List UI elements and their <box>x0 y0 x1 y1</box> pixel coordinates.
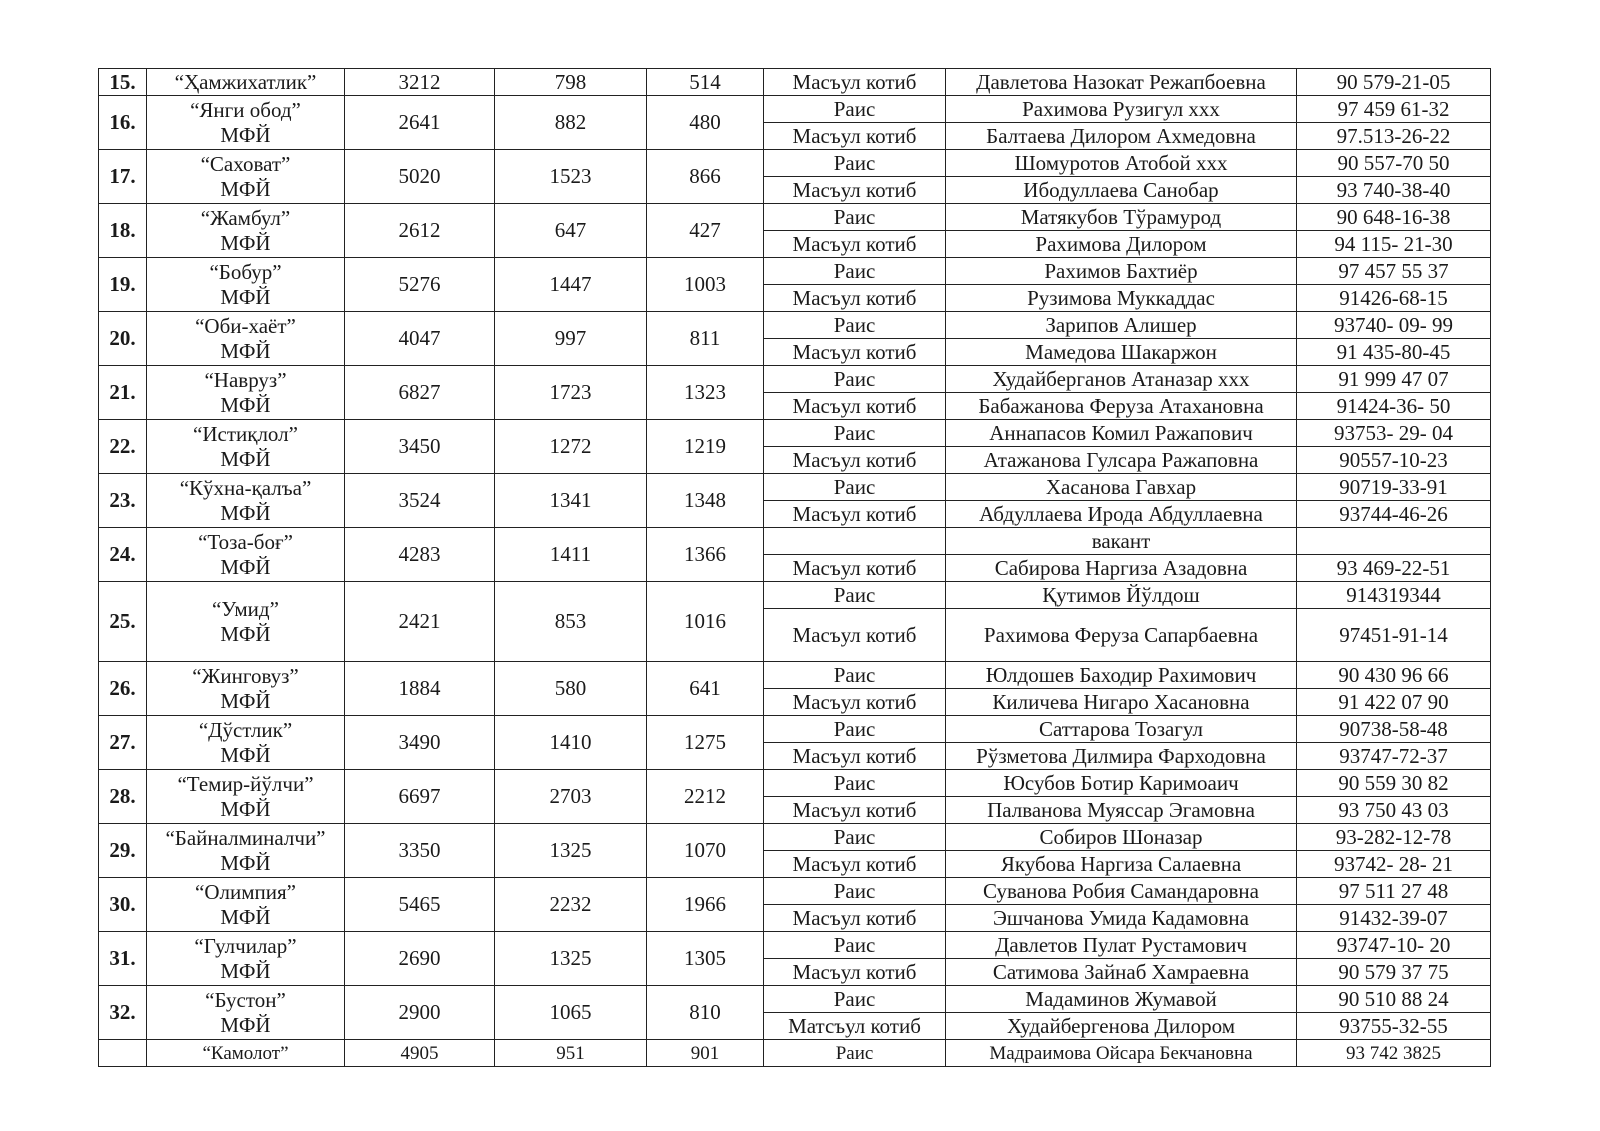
table-row <box>99 312 1491 339</box>
staff-name: Худайберганов Атаназар ххх <box>946 366 1297 393</box>
staff-name: Мамедова Шакаржон <box>946 339 1297 366</box>
mahalla-name <box>147 932 345 986</box>
staff-phone: 97 457 55 37 <box>1297 258 1491 285</box>
families-count: 1348 <box>647 474 764 528</box>
table-row <box>99 932 1491 959</box>
staff-role <box>764 528 946 555</box>
staff-role: Раис <box>764 96 946 123</box>
staff-name: Хасанова Гавхар <box>946 474 1297 501</box>
staff-name: Рахимова Рузигул ххх <box>946 96 1297 123</box>
families-count: 811 <box>647 312 764 366</box>
households-count: 647 <box>495 204 647 258</box>
population-count: 4283 <box>345 528 495 582</box>
staff-name: Атажанова Гулсара Ражаповна <box>946 447 1297 474</box>
staff-role: Масъул котиб <box>764 905 946 932</box>
population-count: 5020 <box>345 150 495 204</box>
staff-role: Раис <box>764 986 946 1013</box>
table-row <box>99 528 1491 555</box>
mahalla-type: МФЙ <box>220 850 271 875</box>
staff-role: Раис <box>764 474 946 501</box>
mahalla-title: “Оби-хаёт” <box>195 313 296 338</box>
staff-role: Масъул котиб <box>764 959 946 986</box>
households-count: 997 <box>495 312 647 366</box>
population-count: 3212 <box>345 69 495 96</box>
households-count: 1325 <box>495 932 647 986</box>
mahalla-type: МФЙ <box>220 176 271 201</box>
staff-phone: 90 559 30 82 <box>1297 770 1491 797</box>
staff-name: Рахимова Дилором <box>946 231 1297 258</box>
staff-role: Матсъул котиб <box>764 1013 946 1040</box>
staff-phone: 90719-33-91 <box>1297 474 1491 501</box>
families-count: 1003 <box>647 258 764 312</box>
row-number: 27. <box>99 716 147 770</box>
mahalla-name <box>147 986 345 1040</box>
staff-name: Киличева Нигаро Хасановна <box>946 689 1297 716</box>
staff-name: Қутимов Йўлдош <box>946 582 1297 609</box>
population-count: 2900 <box>345 986 495 1040</box>
staff-name: Рахимова Феруза Сапарбаевна <box>946 609 1297 662</box>
staff-phone: 93 750 43 03 <box>1297 797 1491 824</box>
table-row <box>99 420 1491 447</box>
mahalla-type: МФЙ <box>220 122 271 147</box>
households-count: 1410 <box>495 716 647 770</box>
population-count: 2612 <box>345 204 495 258</box>
staff-name: Мадраимова Ойсара Бекчановна <box>946 1040 1297 1067</box>
staff-phone: 93 742 3825 <box>1297 1040 1491 1067</box>
row-number: 19. <box>99 258 147 312</box>
staff-role: Раис <box>764 204 946 231</box>
families-count: 810 <box>647 986 764 1040</box>
mahalla-title: “Жинговуз” <box>192 663 299 688</box>
mahalla-title: “Камолот” <box>202 1042 289 1064</box>
mahalla-name <box>147 582 345 662</box>
staff-name: Юсубов Ботир Каримоаич <box>946 770 1297 797</box>
table-row <box>99 716 1491 743</box>
staff-phone: 93 469-22-51 <box>1297 555 1491 582</box>
staff-role: Масъул котиб <box>764 851 946 878</box>
families-count: 1275 <box>647 716 764 770</box>
row-number <box>99 1040 147 1067</box>
mahalla-title: “Янги обод” <box>190 97 301 122</box>
staff-role: Масъул котиб <box>764 501 946 528</box>
mahalla-title: “Темир-йўлчи” <box>177 771 314 796</box>
mahalla-name <box>147 204 345 258</box>
staff-role: Масъул котиб <box>764 339 946 366</box>
mahalla-name <box>147 770 345 824</box>
population-count: 5465 <box>345 878 495 932</box>
staff-role: Раис <box>764 878 946 905</box>
table-row <box>99 662 1491 689</box>
staff-phone: 90 430 96 66 <box>1297 662 1491 689</box>
mahalla-name <box>147 474 345 528</box>
families-count: 901 <box>647 1040 764 1067</box>
staff-name: Зарипов Алишер <box>946 312 1297 339</box>
staff-name: Суванова Робия Самандаровна <box>946 878 1297 905</box>
table-row <box>99 878 1491 905</box>
mahalla-name <box>147 1040 345 1067</box>
households-count: 2232 <box>495 878 647 932</box>
staff-phone: 94 115- 21-30 <box>1297 231 1491 258</box>
table-row <box>99 204 1491 231</box>
mahalla-type: МФЙ <box>220 392 271 417</box>
families-count: 866 <box>647 150 764 204</box>
staff-name: вакант <box>946 528 1297 555</box>
staff-phone: 93747-10- 20 <box>1297 932 1491 959</box>
mahalla-type: МФЙ <box>220 688 271 713</box>
row-number: 23. <box>99 474 147 528</box>
staff-name: Якубова Наргиза Салаевна <box>946 851 1297 878</box>
mahalla-title: “Дўстлик” <box>198 717 293 742</box>
staff-role: Масъул котиб <box>764 231 946 258</box>
staff-name: Сабирова Наргиза Азадовна <box>946 555 1297 582</box>
population-count: 2641 <box>345 96 495 150</box>
mahalla-name <box>147 420 345 474</box>
staff-role: Раис <box>764 150 946 177</box>
table-row <box>99 824 1491 851</box>
staff-role: Масъул котиб <box>764 743 946 770</box>
families-count: 1070 <box>647 824 764 878</box>
mahalla-name <box>147 824 345 878</box>
staff-name: Сатимова Зайнаб Хамраевна <box>946 959 1297 986</box>
staff-phone: 93744-46-26 <box>1297 501 1491 528</box>
staff-name: Бабажанова Феруза Атахановна <box>946 393 1297 420</box>
staff-name: Рўзметова Дилмира Фарходовна <box>946 743 1297 770</box>
mahalla-name <box>147 96 345 150</box>
staff-role: Масъул котиб <box>764 555 946 582</box>
households-count: 1447 <box>495 258 647 312</box>
mahalla-type: МФЙ <box>220 742 271 767</box>
population-count: 3450 <box>345 420 495 474</box>
table-row <box>99 1040 1491 1067</box>
row-number: 16. <box>99 96 147 150</box>
staff-name: Аннапасов Комил Ражапович <box>946 420 1297 447</box>
households-count: 1272 <box>495 420 647 474</box>
table-row <box>99 770 1491 797</box>
mahalla-title: “Гулчилар” <box>194 933 297 958</box>
staff-role: Масъул котиб <box>764 447 946 474</box>
staff-role: Раис <box>764 366 946 393</box>
staff-name: Юлдошев Баходир Рахимович <box>946 662 1297 689</box>
staff-name: Палванова Муяссар Эгамовна <box>946 797 1297 824</box>
population-count: 4047 <box>345 312 495 366</box>
mahalla-title: “Олимпия” <box>195 879 296 904</box>
mahalla-type: МФЙ <box>220 500 271 525</box>
mahalla-name <box>147 366 345 420</box>
staff-phone: 97.513-26-22 <box>1297 123 1491 150</box>
table-row <box>99 69 1491 96</box>
staff-name: Шомуротов Атобой ххх <box>946 150 1297 177</box>
mahalla-type: МФЙ <box>220 338 271 363</box>
staff-role: Масъул котиб <box>764 177 946 204</box>
staff-phone: 91 999 47 07 <box>1297 366 1491 393</box>
row-number: 28. <box>99 770 147 824</box>
row-number: 30. <box>99 878 147 932</box>
staff-phone: 90738-58-48 <box>1297 716 1491 743</box>
staff-name: Рахимов Бахтиёр <box>946 258 1297 285</box>
mahalla-title: “Бустон” <box>205 987 286 1012</box>
staff-name: Мадаминов Жумавой <box>946 986 1297 1013</box>
staff-phone: 90 579-21-05 <box>1297 69 1491 96</box>
population-count: 6697 <box>345 770 495 824</box>
population-count: 3350 <box>345 824 495 878</box>
households-count: 1065 <box>495 986 647 1040</box>
staff-role: Масъул котиб <box>764 285 946 312</box>
staff-phone: 914319344 <box>1297 582 1491 609</box>
row-number: 20. <box>99 312 147 366</box>
staff-phone: 90557-10-23 <box>1297 447 1491 474</box>
population-count: 4905 <box>345 1040 495 1067</box>
families-count: 1219 <box>647 420 764 474</box>
households-count: 1411 <box>495 528 647 582</box>
households-count: 580 <box>495 662 647 716</box>
mahalla-type: МФЙ <box>220 554 271 579</box>
staff-phone: 97 511 27 48 <box>1297 878 1491 905</box>
staff-phone: 93 740-38-40 <box>1297 177 1491 204</box>
staff-phone: 90 579 37 75 <box>1297 959 1491 986</box>
staff-name: Балтаева Дилором Ахмедовна <box>946 123 1297 150</box>
staff-role: Раис <box>764 662 946 689</box>
table-row <box>99 582 1491 609</box>
staff-role: Раис <box>764 770 946 797</box>
staff-role: Раис <box>764 312 946 339</box>
mahalla-title: “Кўхна-қалъа” <box>179 475 312 500</box>
row-number: 15. <box>99 69 147 96</box>
staff-phone <box>1297 528 1491 555</box>
families-count: 427 <box>647 204 764 258</box>
staff-name: Эшчанова Умида Кадамовна <box>946 905 1297 932</box>
mahalla-name <box>147 716 345 770</box>
staff-phone: 91432-39-07 <box>1297 905 1491 932</box>
row-number: 17. <box>99 150 147 204</box>
table-row <box>99 474 1491 501</box>
households-count: 882 <box>495 96 647 150</box>
households-count: 1341 <box>495 474 647 528</box>
staff-role: Масъул котиб <box>764 609 946 662</box>
families-count: 514 <box>647 69 764 96</box>
staff-role: Раис <box>764 716 946 743</box>
staff-phone: 90 510 88 24 <box>1297 986 1491 1013</box>
mahalla-name <box>147 150 345 204</box>
households-count: 951 <box>495 1040 647 1067</box>
mahalla-type: МФЙ <box>220 621 271 646</box>
mahalla-type: МФЙ <box>220 904 271 929</box>
staff-phone: 97451-91-14 <box>1297 609 1491 662</box>
row-number: 26. <box>99 662 147 716</box>
staff-phone: 91 435-80-45 <box>1297 339 1491 366</box>
families-count: 480 <box>647 96 764 150</box>
mahalla-title: “Навруз” <box>204 367 287 392</box>
staff-phone: 91426-68-15 <box>1297 285 1491 312</box>
population-count: 3524 <box>345 474 495 528</box>
staff-role: Раис <box>764 1040 946 1067</box>
mahalla-title: “Бобур” <box>209 259 282 284</box>
families-count: 1016 <box>647 582 764 662</box>
staff-role: Масъул котиб <box>764 69 946 96</box>
staff-name: Абдуллаева Ирода Абдуллаевна <box>946 501 1297 528</box>
staff-phone: 93747-72-37 <box>1297 743 1491 770</box>
households-count: 1723 <box>495 366 647 420</box>
staff-role: Масъул котиб <box>764 797 946 824</box>
mahalla-type: МФЙ <box>220 958 271 983</box>
staff-name: Давлетова Назокат Режапбоевна <box>946 69 1297 96</box>
households-count: 853 <box>495 582 647 662</box>
row-number: 22. <box>99 420 147 474</box>
staff-role: Раис <box>764 824 946 851</box>
mahalla-title: “Саховат” <box>200 151 291 176</box>
mahalla-title: “Умид” <box>212 596 279 621</box>
staff-phone: 90 557-70 50 <box>1297 150 1491 177</box>
households-count: 1325 <box>495 824 647 878</box>
households-count: 1523 <box>495 150 647 204</box>
mahalla-title: “Истиқлол” <box>193 421 298 446</box>
population-count: 3490 <box>345 716 495 770</box>
mahalla-name <box>147 258 345 312</box>
population-count: 2421 <box>345 582 495 662</box>
population-count: 2690 <box>345 932 495 986</box>
families-count: 1366 <box>647 528 764 582</box>
mahalla-title: “Жамбул” <box>200 205 291 230</box>
staff-phone: 90 648-16-38 <box>1297 204 1491 231</box>
row-number: 31. <box>99 932 147 986</box>
table-row <box>99 96 1491 123</box>
mahalla-name <box>147 69 345 96</box>
table-row <box>99 986 1491 1013</box>
table-row <box>99 258 1491 285</box>
staff-phone: 93755-32-55 <box>1297 1013 1491 1040</box>
staff-role: Раис <box>764 258 946 285</box>
staff-name: Собиров Шоназар <box>946 824 1297 851</box>
staff-name: Ибодуллаева Санобар <box>946 177 1297 204</box>
staff-role: Раис <box>764 420 946 447</box>
staff-phone: 93740- 09- 99 <box>1297 312 1491 339</box>
families-count: 1323 <box>647 366 764 420</box>
mahalla-type: МФЙ <box>220 230 271 255</box>
staff-phone: 93753- 29- 04 <box>1297 420 1491 447</box>
mahalla-title: “Байналминалчи” <box>165 825 326 850</box>
staff-role: Раис <box>764 932 946 959</box>
mahalla-type: МФЙ <box>220 1012 271 1037</box>
mahalla-name <box>147 528 345 582</box>
population-count: 6827 <box>345 366 495 420</box>
mahalla-name <box>147 312 345 366</box>
row-number: 32. <box>99 986 147 1040</box>
row-number: 29. <box>99 824 147 878</box>
row-number: 21. <box>99 366 147 420</box>
households-count: 798 <box>495 69 647 96</box>
row-number: 24. <box>99 528 147 582</box>
staff-phone: 97 459 61-32 <box>1297 96 1491 123</box>
staff-role: Масъул котиб <box>764 689 946 716</box>
families-count: 641 <box>647 662 764 716</box>
staff-name: Худайбергенова Дилором <box>946 1013 1297 1040</box>
staff-name: Рузимова Муккаддас <box>946 285 1297 312</box>
staff-role: Масъул котиб <box>764 123 946 150</box>
mahalla-staff-table <box>98 68 1491 1067</box>
population-count: 1884 <box>345 662 495 716</box>
row-number: 25. <box>99 582 147 662</box>
row-number: 18. <box>99 204 147 258</box>
mahalla-type: МФЙ <box>220 446 271 471</box>
staff-phone: 91 422 07 90 <box>1297 689 1491 716</box>
mahalla-title: “Ҳамжихатлик” <box>174 69 317 94</box>
population-count: 5276 <box>345 258 495 312</box>
mahalla-type: МФЙ <box>220 796 271 821</box>
staff-name: Матякубов Тўрамурод <box>946 204 1297 231</box>
mahalla-title: “Тоза-боғ” <box>198 529 293 554</box>
mahalla-name <box>147 878 345 932</box>
staff-role: Масъул котиб <box>764 393 946 420</box>
mahalla-type: МФЙ <box>220 284 271 309</box>
families-count: 1305 <box>647 932 764 986</box>
families-count: 2212 <box>647 770 764 824</box>
table-row <box>99 150 1491 177</box>
table-row <box>99 366 1491 393</box>
staff-phone: 93-282-12-78 <box>1297 824 1491 851</box>
staff-name: Саттарова Тозагул <box>946 716 1297 743</box>
staff-phone: 91424-36- 50 <box>1297 393 1491 420</box>
staff-phone: 93742- 28- 21 <box>1297 851 1491 878</box>
households-count: 2703 <box>495 770 647 824</box>
mahalla-name <box>147 662 345 716</box>
families-count: 1966 <box>647 878 764 932</box>
staff-name: Давлетов Пулат Рустамович <box>946 932 1297 959</box>
staff-role: Раис <box>764 582 946 609</box>
table-body <box>99 69 1491 1067</box>
